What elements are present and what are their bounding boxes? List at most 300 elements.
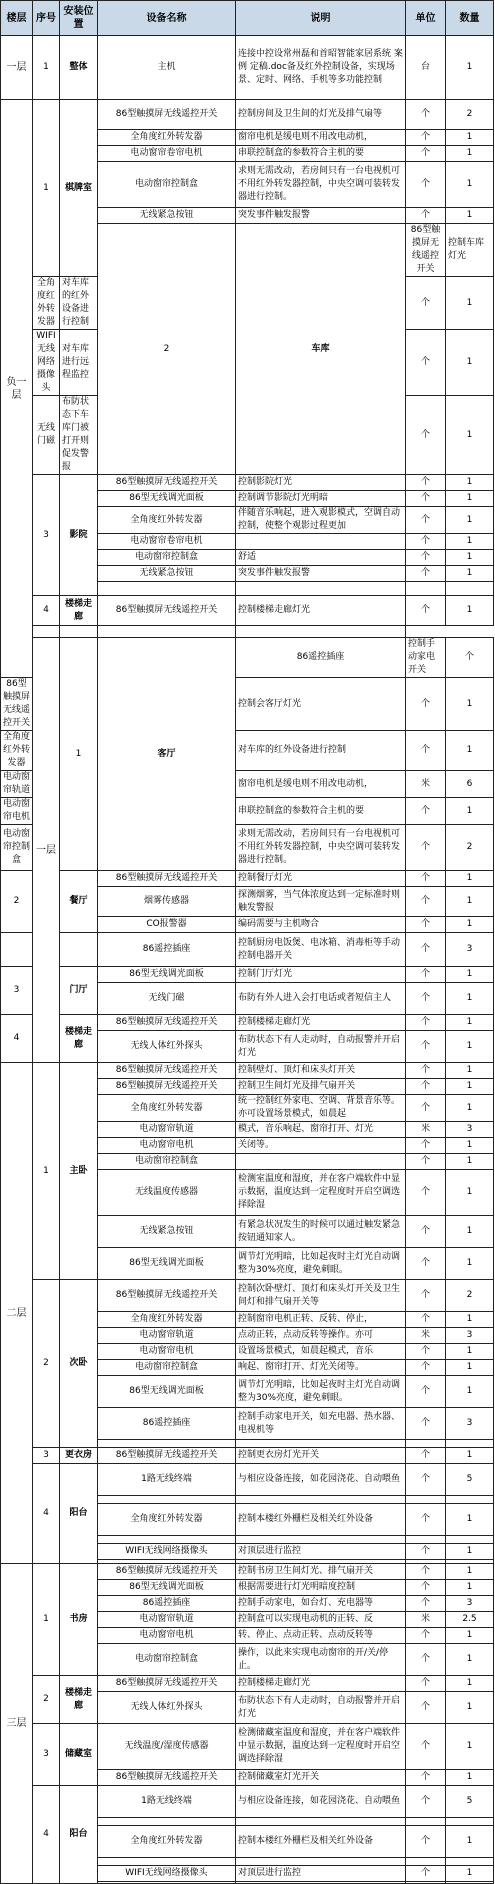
unit-cell: 个 <box>406 1063 446 1079</box>
unit-cell: 个 <box>406 1154 446 1170</box>
quantity-cell: 1 <box>446 330 494 396</box>
device-name-cell: 全角度红外转发器 <box>1 731 33 771</box>
quantity-cell: 1 <box>446 1564 494 1580</box>
location-cell: 次卧 <box>60 1280 98 1448</box>
quantity-cell <box>446 1858 494 1866</box>
unit-cell: 个 <box>406 330 446 396</box>
seq-cell: 4 <box>1 1015 33 1063</box>
unit-cell: 个 <box>406 1360 446 1376</box>
device-name-cell: 无线门磁 <box>33 396 60 475</box>
description-cell: 布防状态下有人走动时，自动报警并开启灯光 <box>236 1031 406 1063</box>
table-row <box>1 1448 494 1464</box>
device-name-cell <box>98 1858 236 1866</box>
description-cell <box>236 1882 406 1884</box>
unit-cell: 米 <box>406 1612 446 1628</box>
device-name-cell: 电动窗帘电机 <box>98 1344 236 1360</box>
device-name-cell: 86型触摸屏无线遥控开关 <box>98 1676 236 1692</box>
device-name-cell: 全角度红外转发器 <box>98 1312 236 1328</box>
device-name-cell: 无线紧急按钮 <box>98 1216 236 1248</box>
description-cell <box>236 1858 406 1866</box>
quantity-cell: 1 <box>446 1154 494 1170</box>
description-cell: 控制餐厅灯光 <box>236 871 406 887</box>
table-row <box>1 1280 494 1312</box>
device-name-cell: 1路无线终端 <box>98 1464 236 1496</box>
description-cell: 对车库的红外设备进行控制 <box>236 731 406 771</box>
quantity-cell: 1 <box>446 1360 494 1376</box>
unit-cell: 个 <box>406 1138 446 1154</box>
table-row <box>1 1564 494 1580</box>
device-name-cell <box>98 1882 236 1884</box>
quantity-cell: 1 <box>446 1826 494 1858</box>
device-name-cell: 86遥控插座 <box>236 638 406 678</box>
unit-cell: 个 <box>406 1644 446 1676</box>
device-name-cell: 电动窗帘轨道 <box>98 1122 236 1138</box>
table-row <box>1 967 494 983</box>
unit-cell <box>406 1536 446 1544</box>
quantity-cell <box>446 1536 494 1544</box>
quantity-cell: 1 <box>446 1170 494 1216</box>
device-name-cell: 无线紧急按钮 <box>98 566 236 582</box>
description-cell: 与相应设备连接，如花园浇花、自动喂鱼 <box>236 1786 406 1818</box>
description-cell: 控制手动家电，如台灯、充电器等 <box>236 1596 406 1612</box>
header-qty: 数量 <box>446 1 494 36</box>
quantity-cell <box>446 582 494 596</box>
device-name-cell: 电动窗帘电机 <box>98 1138 236 1154</box>
seq-cell: 1 <box>33 36 60 100</box>
description-cell: 控制本楼红外栅栏及相关红外设备 <box>236 1826 406 1858</box>
device-name-cell: 电动窗帘电机 <box>1 798 33 825</box>
device-name-cell <box>33 626 60 638</box>
description-cell: 串联控制盒的参数符合主机的要 <box>236 798 406 825</box>
unit-cell: 个 <box>406 208 446 224</box>
device-name-cell: 全角度红外转发器 <box>33 277 60 330</box>
device-name-cell: 烟雾传感器 <box>98 887 236 917</box>
quantity-cell: 1 <box>446 983 494 1015</box>
device-name-cell <box>98 1536 236 1544</box>
description-cell: 统一控制红外家电、空调、背景音乐等。亦可设置场景模式，如晨起 <box>236 1095 406 1122</box>
device-name-cell: 86型触摸屏无线遥控开关 <box>98 1770 236 1786</box>
description-cell: 控制次卧壁灯、顶灯和床头灯开关及卫生间灯和排气扇开关等 <box>236 1280 406 1312</box>
quantity-cell: 1 <box>446 396 494 475</box>
unit-cell: 个 <box>406 983 446 1015</box>
device-name-cell: 电动窗帘控制盒 <box>1 825 33 871</box>
description-cell: 控制储藏室灯光开关 <box>236 1770 406 1786</box>
quantity-cell: 6 <box>446 771 494 798</box>
description-cell: 调节灯光明暗，比如起夜时主灯光自动调整为30%亮度，避免刺眼。 <box>236 1376 406 1408</box>
quantity-cell: 1 <box>446 1344 494 1360</box>
quantity-cell: 1 <box>446 1138 494 1154</box>
quantity-cell: 1 <box>446 1866 494 1882</box>
location-cell: 储藏室 <box>60 1724 98 1786</box>
header-desc: 说明 <box>236 1 406 36</box>
device-name-cell: 电动窗帘控制盒 <box>98 1644 236 1676</box>
quantity-cell <box>446 1440 494 1448</box>
unit-cell: 个 <box>406 100 446 130</box>
seq-cell: 2 <box>98 224 236 475</box>
device-name-cell: CO报警器 <box>98 917 236 933</box>
device-name-cell: 86型无线调光面板 <box>98 1248 236 1280</box>
device-name-cell: 86型触摸屏无线遥控开关 <box>1 678 33 731</box>
seq-cell: 4 <box>33 1786 60 1884</box>
description-cell: 点动正转，点动反转等操作。亦可 <box>236 1328 406 1344</box>
seq-cell: 1 <box>33 1063 60 1280</box>
description-cell: 串联控制盒的参数符合主机的要 <box>236 146 406 162</box>
unit-cell: 个 <box>406 1544 446 1560</box>
description-cell: 控制楼梯走廊灯光 <box>236 596 406 626</box>
description-cell: 检测室温度和湿度，并在客户端软件中显示数据，温度达到一定程度时开启空调选择除湿 <box>236 1170 406 1216</box>
description-cell: 布防状态下车库门被打开则促发警报 <box>60 396 98 475</box>
location-cell <box>60 933 98 967</box>
unit-cell: 个 <box>406 1826 446 1858</box>
table-row <box>1 100 494 130</box>
unit-cell: 个 <box>406 1504 446 1536</box>
unit-cell <box>406 582 446 596</box>
description-cell: 求则无需改动，若房间只有一台电视机可不用红外转发器控制，中央空调可装转发器进行控制。 <box>236 825 406 871</box>
description-cell: 控制手动家电开关 <box>406 638 446 678</box>
unit-cell: 个 <box>406 825 446 871</box>
unit-cell: 个 <box>406 491 446 507</box>
location-cell: 棋牌室 <box>60 100 98 277</box>
unit-cell: 台 <box>406 36 446 100</box>
unit-cell: 个 <box>406 1564 446 1580</box>
description-cell <box>236 534 406 550</box>
unit-cell: 个 <box>406 1015 446 1031</box>
device-name-cell: 电动窗帘电机 <box>98 1628 236 1644</box>
table-row <box>1 1015 494 1031</box>
description-cell <box>236 1496 406 1504</box>
quantity-cell: 1 <box>446 130 494 146</box>
device-name-cell: 86遥控插座 <box>98 933 236 967</box>
quantity-cell: 1 <box>446 277 494 330</box>
unit-cell: 个 <box>406 1448 446 1464</box>
table-row <box>1 871 494 887</box>
description-cell: 控制厨房电饭煲、电冰箱、消毒柜等手动控制电器开关 <box>236 933 406 967</box>
location-cell: 门厅 <box>60 967 98 1015</box>
table-header-row <box>1 1 494 36</box>
table-row <box>1 1724 494 1770</box>
description-cell: 求则无需改动，若房间只有一台电视机可不用红外转发器控制，中央空调可装转发器进行控制。 <box>236 162 406 208</box>
quantity-cell <box>446 1496 494 1504</box>
description-cell: 对车库进行远程监控 <box>60 330 98 396</box>
floor-cell: 二层 <box>1 1063 33 1564</box>
seq-cell <box>1 933 33 967</box>
unit-cell: 个 <box>406 396 446 475</box>
unit-cell: 个 <box>406 917 446 933</box>
location-cell: 楼梯走廊 <box>60 1676 98 1724</box>
device-name-cell: 86型触摸屏无线遥控开关 <box>98 596 236 626</box>
unit-cell: 个 <box>406 1344 446 1360</box>
description-cell: 控制壁灯、顶灯和床头灯开关 <box>236 1063 406 1079</box>
location-cell: 阳台 <box>60 1786 98 1884</box>
description-cell: 突发事件触发报警 <box>236 566 406 582</box>
unit-cell: 米 <box>406 1328 446 1344</box>
unit-cell: 个 <box>406 550 446 566</box>
unit-cell <box>406 1858 446 1866</box>
header-seq: 序号 <box>33 1 60 36</box>
description-cell: 布防有外人进入会打电话或者短信主人 <box>236 983 406 1015</box>
description-cell <box>236 1440 406 1448</box>
quantity-cell: 1 <box>446 1676 494 1692</box>
description-cell: 控制调节影院灯光明暗 <box>236 491 406 507</box>
quantity-cell: 1 <box>446 534 494 550</box>
device-name-cell: 86型触摸屏无线遥控开关 <box>98 1564 236 1580</box>
device-name-cell: 无线紧急按钮 <box>98 208 236 224</box>
seq-cell: 1 <box>60 638 98 871</box>
floor-cell: 负一层 <box>1 100 33 678</box>
device-name-cell: 电动窗帘控制盒 <box>98 162 236 208</box>
device-name-cell <box>98 1496 236 1504</box>
quantity-cell: 2.5 <box>446 1612 494 1628</box>
device-name-cell: 86型触摸屏无线遥控开关 <box>98 1079 236 1095</box>
unit-cell: 个 <box>406 507 446 534</box>
description-cell: 调节灯光明暗，比如起夜时主灯光自动调整为30%亮度，避免刺眼。 <box>236 1248 406 1280</box>
quantity-cell: 5 <box>446 1786 494 1818</box>
quantity-cell: 1 <box>446 596 494 626</box>
table-row <box>1 933 494 967</box>
description-cell: 检测储藏室温度和湿度，并在客户端软件中显示数据，温度达到一定程度时开启空调选择除湿 <box>236 1724 406 1770</box>
device-name-cell: 86型无线调光面板 <box>98 1376 236 1408</box>
unit-cell: 个 <box>406 1580 446 1596</box>
table-row <box>1 1786 494 1818</box>
unit-cell: 个 <box>446 638 494 678</box>
unit-cell: 个 <box>406 1676 446 1692</box>
seq-cell: 3 <box>33 475 60 596</box>
unit-cell: 个 <box>406 1596 446 1612</box>
device-name-cell: 无线人体红外探头 <box>98 1031 236 1063</box>
description-cell: 根据需要进行灯光明暗度控制 <box>236 1580 406 1596</box>
description-cell: 控制影院灯光 <box>236 475 406 491</box>
quantity-cell: 1 <box>446 1504 494 1536</box>
description-cell: 控制门厅灯光 <box>236 967 406 983</box>
quantity-cell: 1 <box>446 566 494 582</box>
device-name-cell: 电动窗帘控制盒 <box>98 1154 236 1170</box>
description-cell: 对车库的红外设备进行控制 <box>60 277 98 330</box>
floor-cell: 一层 <box>33 638 60 1063</box>
device-name-cell: 86型无线调光面板 <box>98 491 236 507</box>
device-name-cell: 1路无线终端 <box>98 1786 236 1818</box>
location-cell: 更衣房 <box>60 1448 98 1464</box>
quantity-cell: 1 <box>446 1628 494 1644</box>
table-row <box>1 638 494 678</box>
seq-cell: 3 <box>1 967 33 1015</box>
device-name-cell: 86型触摸屏无线遥控开关 <box>98 100 236 130</box>
quantity-cell: 1 <box>446 1770 494 1786</box>
seq-cell: 1 <box>33 1564 60 1676</box>
quantity-cell: 1 <box>446 1015 494 1031</box>
table-row <box>1 475 494 491</box>
seq-cell: 2 <box>33 1280 60 1448</box>
location-cell: 车库 <box>236 224 406 475</box>
description-cell: 响起、窗帘打开、灯光关闭等。 <box>236 1360 406 1376</box>
table-row <box>1 1676 494 1692</box>
location-cell: 主卧 <box>60 1063 98 1280</box>
unit-cell: 个 <box>406 1628 446 1644</box>
table-row <box>1 1063 494 1079</box>
unit-cell: 个 <box>406 678 446 731</box>
quantity-cell <box>446 1818 494 1826</box>
header-location: 安装位置 <box>60 1 98 36</box>
quantity-cell: 1 <box>446 887 494 917</box>
device-name-cell: 全角度红外转发器 <box>98 507 236 534</box>
description-cell <box>236 1536 406 1544</box>
unit-cell: 个 <box>406 1312 446 1328</box>
quantity-cell: 3 <box>446 1408 494 1440</box>
table-row <box>1 626 494 638</box>
location-cell: 影院 <box>60 475 98 596</box>
location-cell: 楼梯走廊 <box>60 1015 98 1063</box>
quantity-cell: 1 <box>446 475 494 491</box>
quantity-cell: 1 <box>446 1580 494 1596</box>
table-row <box>1 596 494 626</box>
device-name-cell: 无线温度/湿度传感器 <box>98 1724 236 1770</box>
description-cell: 突发事件触发报警 <box>236 208 406 224</box>
seq-cell: 2 <box>33 1676 60 1724</box>
device-name-cell: 86型触摸屏无线遥控开关 <box>98 1063 236 1079</box>
description-cell: 布防状态下有人走动时，自动报警并开启灯光 <box>236 1692 406 1724</box>
quantity-cell: 1 <box>446 1312 494 1328</box>
quantity-cell: 1 <box>446 36 494 100</box>
device-name-cell: 86型触摸屏无线遥控开关 <box>98 1015 236 1031</box>
table-body <box>1 36 494 1884</box>
description-cell <box>236 1818 406 1826</box>
device-name-cell: 主机 <box>98 36 236 100</box>
device-name-cell: 86型触摸屏无线遥控开关 <box>98 475 236 491</box>
location-cell: 整体 <box>60 36 98 100</box>
description-cell: 舒适 <box>236 550 406 566</box>
description-cell: 探测烟雾，当气体浓度达到一定标准时则触发警报 <box>236 887 406 917</box>
device-name-cell: 电动窗帘卷帘电机 <box>98 146 236 162</box>
device-name-cell: 无线人体红外探头 <box>98 1692 236 1724</box>
description-cell: 窗帘电机是缓电则不用改电动机， <box>236 130 406 146</box>
unit-cell <box>98 626 236 638</box>
device-name-cell: 无线温度传感器 <box>98 1170 236 1216</box>
quantity-cell: 1 <box>446 208 494 224</box>
unit-cell: 个 <box>406 146 446 162</box>
quantity-cell: 1 <box>446 1095 494 1122</box>
quantity-cell: 1 <box>446 871 494 887</box>
description-cell: 伴随音乐响起，进入观影模式，空调自动控制，使整个观影过程更加 <box>236 507 406 534</box>
unit-cell: 个 <box>406 1079 446 1095</box>
device-name-cell: 电动窗帘轨道 <box>98 1328 236 1344</box>
description-cell <box>236 582 406 596</box>
device-name-cell: 全角度红外转发器 <box>98 1826 236 1858</box>
device-name-cell <box>98 1440 236 1448</box>
unit-cell: 个 <box>406 1280 446 1312</box>
quantity-cell: 1 <box>446 1063 494 1079</box>
unit-cell <box>406 1496 446 1504</box>
floor-cell: 一层 <box>1 36 33 100</box>
description-cell: 转、停止、点动正转、点动反转等 <box>236 1628 406 1644</box>
floor-cell: 三层 <box>1 1564 33 1884</box>
unit-cell: 个 <box>406 731 446 771</box>
unit-cell: 个 <box>406 1095 446 1122</box>
description-cell: 控制楼梯走廊灯光 <box>236 1015 406 1031</box>
unit-cell: 个 <box>406 1464 446 1496</box>
description-cell <box>236 1154 406 1170</box>
unit-cell: 米 <box>406 1122 446 1138</box>
description-cell: 连接中控设常州磊和首昭智能家居系统 案例 定稿.doc备及红外控制设备，实现场景、定时、网络、手机等多功能控制 <box>236 36 406 100</box>
quantity-cell: 1 <box>446 1376 494 1408</box>
description-cell: 编码需要与主机吻合 <box>236 917 406 933</box>
unit-cell: 个 <box>406 1248 446 1280</box>
quantity-cell: 1 <box>446 1692 494 1724</box>
device-name-cell: WIFI无线网络摄像头 <box>98 1544 236 1560</box>
device-name-cell: 86型无线调光面板 <box>98 967 236 983</box>
seq-cell: 2 <box>1 871 33 933</box>
quantity-cell: 1 <box>446 1448 494 1464</box>
location-cell: 客厅 <box>98 638 236 871</box>
seq-cell: 3 <box>33 1448 60 1464</box>
table-row <box>1 36 494 100</box>
description-cell: 关闭等。 <box>236 1138 406 1154</box>
description-cell: 有紧急状况发生的时候可以通过触发紧急按钮通知家人。 <box>236 1216 406 1248</box>
description-cell: 控制窗帘电机正转、反转、停止， <box>236 1312 406 1328</box>
unit-cell: 个 <box>406 130 446 146</box>
quantity-cell: 1 <box>446 1031 494 1063</box>
device-name-cell: 全角度红外转发器 <box>98 1504 236 1536</box>
description-cell: 模式，音乐响起、窗帘打开、灯光 <box>236 1122 406 1138</box>
unit-cell: 个 <box>406 475 446 491</box>
device-name-cell: 86型触摸屏无线遥控开关 <box>98 1280 236 1312</box>
device-name-cell: WIFI无线网络摄像头 <box>33 330 60 396</box>
seq-cell: 1 <box>33 100 60 277</box>
description-cell <box>60 626 98 638</box>
unit-cell: 个 <box>406 933 446 967</box>
quantity-cell: 1 <box>446 1724 494 1770</box>
description-cell: 设置场景模式，如晨起模式，音乐 <box>236 1344 406 1360</box>
quantity-cell: 1 <box>446 1544 494 1560</box>
quantity-cell: 1 <box>446 798 494 825</box>
device-name-cell: 电动窗帘轨道 <box>98 1612 236 1628</box>
unit-cell: 个 <box>406 162 446 208</box>
device-name-cell: 无线门磁 <box>98 983 236 1015</box>
unit-cell: 个 <box>406 1031 446 1063</box>
quantity-cell: 1 <box>446 1644 494 1676</box>
device-name-cell: 86型触摸屏无线遥控开关 <box>406 224 446 277</box>
quantity-cell: 1 <box>446 507 494 534</box>
quantity-cell: 3 <box>446 1596 494 1612</box>
unit-cell: 个 <box>406 1408 446 1440</box>
unit-cell: 个 <box>406 1170 446 1216</box>
table-row <box>1 1464 494 1496</box>
unit-cell: 个 <box>406 1866 446 1882</box>
description-cell: 窗帘电机是缓电则不用改电动机， <box>236 771 406 798</box>
device-name-cell: WIFI无线网络摄像头 <box>98 1866 236 1882</box>
device-name-cell: 电动窗帘卷帘电机 <box>98 534 236 550</box>
description-cell: 控制本楼红外栅栏及相关红外设备 <box>236 1504 406 1536</box>
quantity-cell: 3 <box>446 1122 494 1138</box>
unit-cell: 个 <box>406 1770 446 1786</box>
quantity-cell <box>236 626 406 638</box>
unit-cell <box>406 1882 446 1884</box>
device-name-cell: 电动窗帘轨道 <box>1 771 33 798</box>
seq-cell: 3 <box>33 1724 60 1786</box>
quantity-cell: 1 <box>446 1248 494 1280</box>
description-cell: 控制车库灯光 <box>446 224 494 277</box>
quantity-cell: 1 <box>446 550 494 566</box>
location-cell: 阳台 <box>60 1464 98 1564</box>
description-cell: 控制楼梯走廊灯光 <box>236 1676 406 1692</box>
quantity-cell: 1 <box>446 146 494 162</box>
unit-cell: 个 <box>406 1376 446 1408</box>
unit-cell: 个 <box>406 1724 446 1770</box>
unit-cell: 个 <box>406 887 446 917</box>
header-floor: 楼层 <box>1 1 33 36</box>
device-name-cell <box>98 1818 236 1826</box>
description-cell: 操作，以此来实现电动窗帘的开/关/停止。 <box>236 1644 406 1676</box>
quantity-cell: 1 <box>446 162 494 208</box>
unit-cell: 个 <box>406 1786 446 1818</box>
